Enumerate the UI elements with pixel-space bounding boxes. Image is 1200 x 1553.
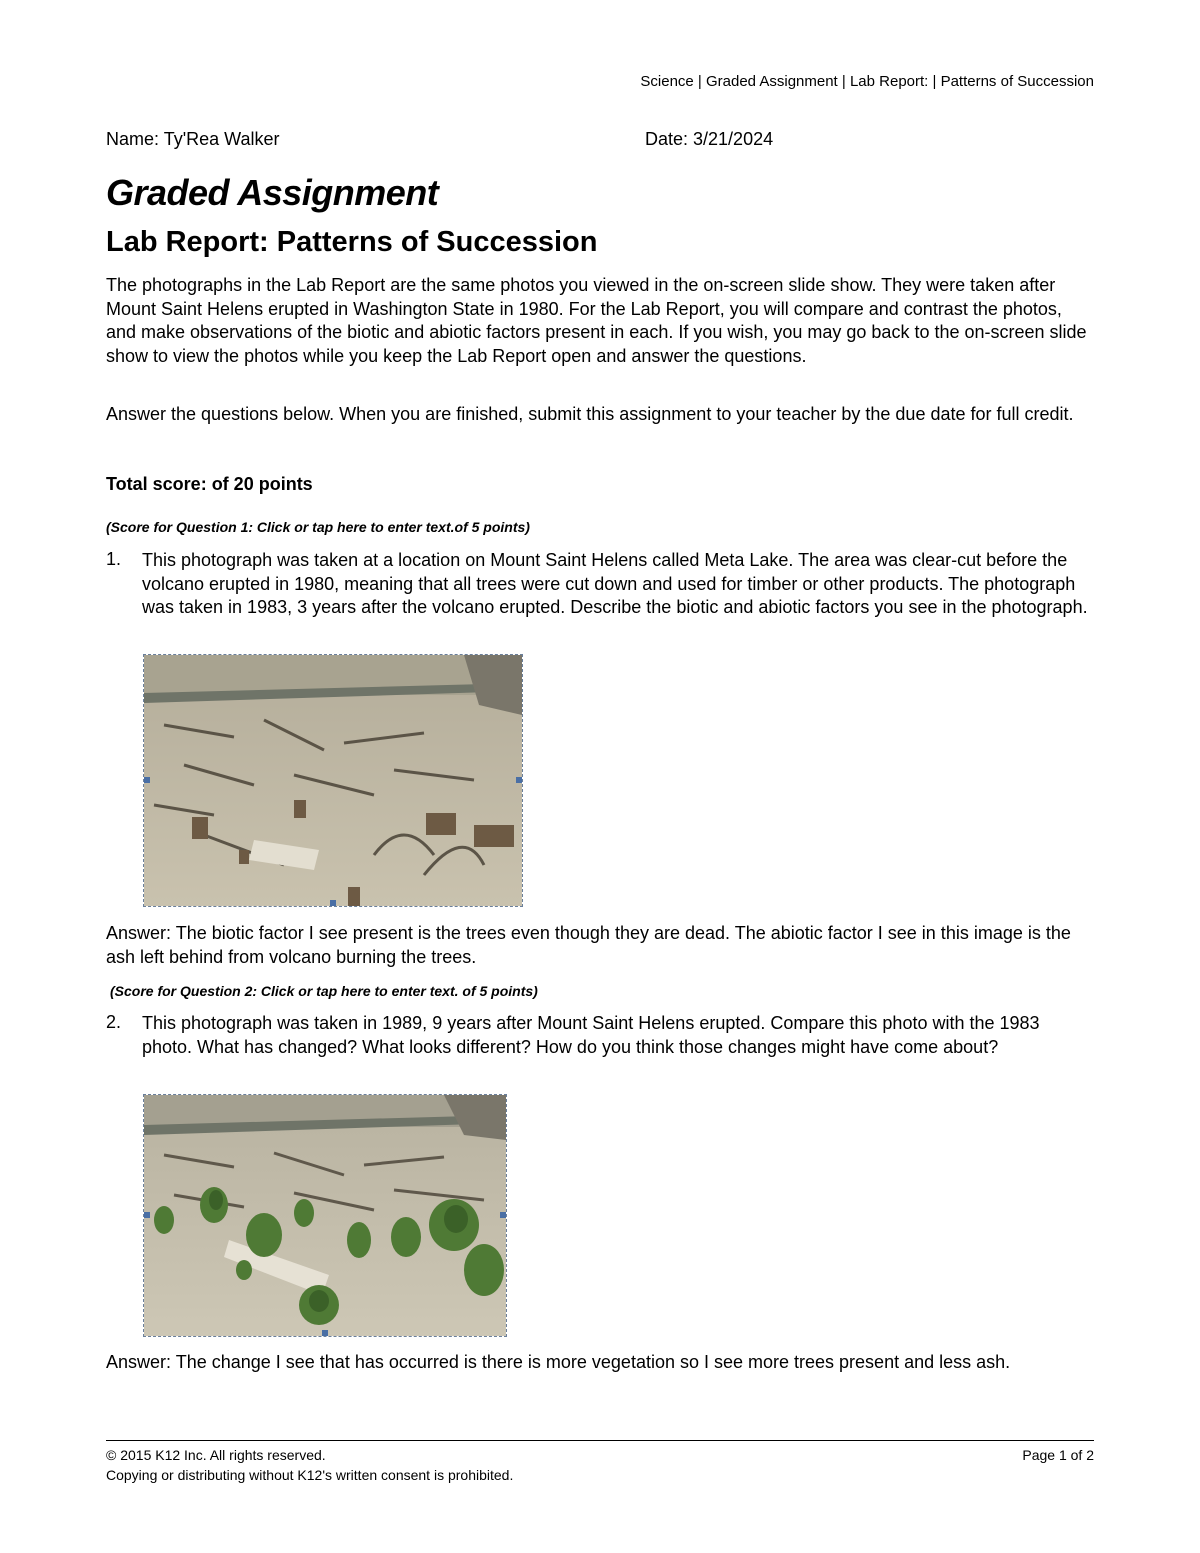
photo-meta-lake-1983 (143, 654, 523, 907)
question-1-score-field[interactable]: (Score for Question 1: Click or tap here to enter text.of 5 points) (106, 519, 530, 535)
question-1-number: 1. (106, 549, 122, 569)
assignment-date: Date: 3/21/2024 (645, 129, 774, 149)
instructions-paragraph: Answer the questions below. When you are finished, submit this assignment to your teacher by the due date for full credit. (106, 404, 1074, 424)
page-header-breadcrumb: Science | Graded Assignment | Lab Report: | Patterns of Succession (640, 73, 1094, 90)
question-2-answer[interactable]: Answer: The change I see that has occurred is there is more vegetation so I see more trees present and less ash. (106, 1352, 1011, 1372)
footer-divider (106, 1440, 1094, 1441)
page-number: Page 1 of 2 (1022, 1447, 1094, 1463)
photo-meta-lake-1989 (143, 1094, 507, 1337)
footer-copyright: © 2015 K12 Inc. All rights reserved. (106, 1447, 326, 1463)
page-subtitle: Lab Report: Patterns of Succession (106, 226, 598, 258)
total-score: Total score: of 20 points (106, 474, 313, 494)
question-1-text: This photograph was taken at a location on Mount Saint Helens called Meta Lake. The area was clear-cut before the volcano erupted in 1980, meaning that all trees were cut down and used for timber or other products. The photograph was taken in 1983, 3 years after the volcano erupted. Describe the biotic and abiotic factors you see in the photograph. (142, 550, 1088, 617)
footer-notice: Copying or distributing without K12's written consent is prohibited. (106, 1467, 514, 1483)
intro-paragraph: The photographs in the Lab Report are the same photos you viewed in the on-screen slide show. They were taken after Mount Saint Helens erupted in Washington State in 1980. For the Lab Report, you will compare and contrast the photos, and make observations of the biotic and abiotic factors present in each. If you wish, you may go back to the on-screen slide show to view the photos while you keep the Lab Report open and answer the questions. (106, 275, 1087, 366)
question-2-score-field[interactable]: (Score for Question 2: Click or tap here to enter text. of 5 points) (110, 983, 538, 999)
question-2-text: This photograph was taken in 1989, 9 years after Mount Saint Helens erupted. Compare this photo with the 1983 photo. What has changed? What looks different? How do you think those changes might have come about? (142, 1013, 1040, 1057)
question-2-number: 2. (106, 1012, 122, 1032)
page-title: Graded Assignment (106, 172, 439, 213)
question-1-answer[interactable]: Answer: The biotic factor I see present is the trees even though they are dead. The abiotic factor I see in this image is the ash left behind from volcano burning the trees. (106, 923, 1071, 967)
student-name: Name: Ty'Rea Walker (106, 129, 280, 149)
